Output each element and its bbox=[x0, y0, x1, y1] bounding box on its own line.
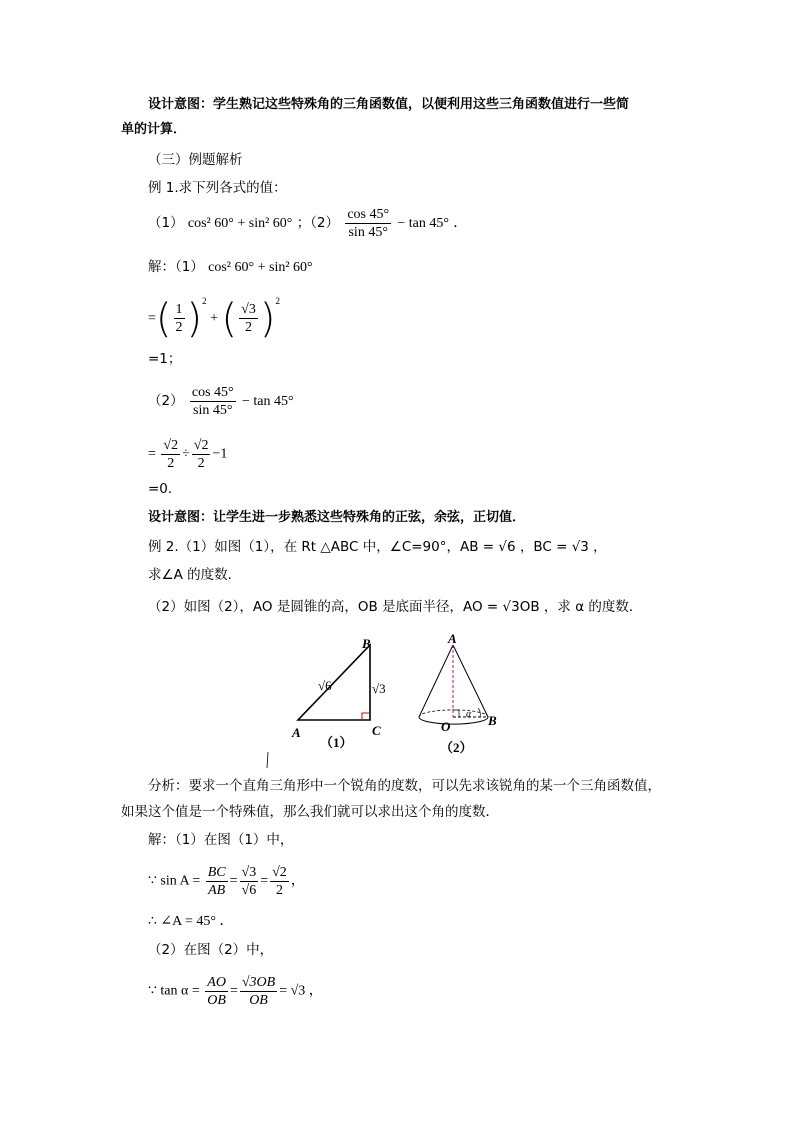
denominator: OB bbox=[207, 993, 226, 1008]
therefore-symbol: ∴ bbox=[148, 914, 157, 929]
fraction-numerator: cos 45° bbox=[191, 385, 234, 400]
stray-mark bbox=[267, 752, 268, 768]
figures bbox=[0, 628, 794, 788]
label-b: B bbox=[362, 636, 371, 651]
fraction-denominator: sin 45° bbox=[348, 225, 388, 240]
comma: ， bbox=[290, 873, 305, 889]
fraction-ao-ob bbox=[205, 974, 228, 1009]
numerator: √2 bbox=[163, 438, 179, 453]
numerator: 1 bbox=[175, 302, 183, 318]
exponent: 2 bbox=[202, 296, 207, 306]
side-bc-label: √3 bbox=[372, 681, 386, 696]
angle-a-result bbox=[148, 913, 233, 931]
solution-1-step: =( $\frac{1}{2}$ )$^2$ + ( $\frac{√3}{2}$ )$^2$ bbox=[148, 295, 280, 342]
cone-label-b: B bbox=[488, 713, 497, 728]
minus-tan45: − tan 45° bbox=[241, 394, 294, 409]
sin-a: sin A = bbox=[160, 873, 201, 889]
numerator: √3 bbox=[241, 302, 256, 318]
fraction-root3-root6 bbox=[240, 864, 259, 899]
figure-1-triangle bbox=[267, 636, 386, 768]
angle-alpha: α bbox=[466, 709, 472, 720]
numerator: AO bbox=[207, 975, 226, 990]
denominator: 2 bbox=[197, 456, 205, 471]
equals-sign: = bbox=[148, 446, 156, 462]
divide-sign: ÷ bbox=[182, 446, 190, 462]
plus-sign: + bbox=[210, 311, 219, 326]
solution-2-step bbox=[148, 437, 227, 472]
figure-2-caption: （2） bbox=[440, 740, 473, 755]
period: ． bbox=[453, 216, 468, 231]
equals-sign: = bbox=[229, 873, 238, 889]
analysis-line-1: 分析：要求一个直角三角形中一个锐角的度数，可以先求该锐角的某一个三角函数值， bbox=[148, 778, 661, 794]
example-2-part-1-question: 求∠A 的度数． bbox=[148, 567, 242, 583]
numerator: BC bbox=[207, 865, 226, 880]
because-symbol: ∵ bbox=[148, 983, 157, 999]
numerator: √3OB bbox=[241, 975, 276, 990]
label-c: C bbox=[372, 723, 381, 738]
fraction-root3ob-ob bbox=[240, 974, 277, 1009]
denominator: 2 bbox=[275, 883, 283, 898]
figure-2-cone bbox=[419, 631, 497, 755]
minus-one: −1 bbox=[212, 446, 228, 462]
example-2-part-1: 例 2.（1）如图（1），在 Rt △ABC 中，∠C=90°，AB = √6 ，BC = √3 ， bbox=[148, 539, 607, 555]
denominator: 2 bbox=[244, 320, 252, 336]
solution-label: 解：（1） bbox=[148, 259, 204, 275]
result-2: =0． bbox=[148, 481, 182, 497]
result-root3: = √3 ， bbox=[279, 983, 323, 999]
design-intent-2: 设计意图：让学生进一步熟悉这些特殊角的正弦，余弦，正切值． bbox=[148, 510, 526, 525]
side-ab-label: √6 bbox=[318, 678, 332, 693]
section-heading: （三）例题解析 bbox=[148, 152, 243, 168]
design-intent-1-cont: 单的计算． bbox=[121, 122, 187, 137]
fraction-denominator: sin 45° bbox=[193, 403, 233, 418]
solution-2-line bbox=[148, 384, 294, 419]
example-2-part-2: （2）如图（2），AO 是圆锥的高，OB 是底面半径，AO = √3OB ，求 α 的度数． bbox=[148, 599, 643, 615]
cone-label-o: O bbox=[441, 719, 451, 734]
tan-alpha-equation bbox=[148, 974, 323, 1009]
fraction-numerator: cos 45° bbox=[347, 207, 390, 222]
solution-1-expression: cos² 60° + sin² 60° bbox=[208, 260, 313, 275]
fraction-one-half bbox=[174, 301, 185, 336]
analysis-line-2: 如果这个值是一个特殊值，那么我们就可以求出这个角的度数． bbox=[121, 804, 499, 820]
solution-2-fraction bbox=[190, 384, 236, 419]
numerator: √2 bbox=[193, 438, 209, 453]
example-1-title: 例 1.求下列各式的值： bbox=[148, 180, 287, 196]
angle-a-value: ∠A = 45° ． bbox=[160, 914, 234, 929]
denominator: 2 bbox=[175, 320, 183, 336]
fraction-root2-half-a bbox=[161, 437, 180, 472]
problem-2-fraction bbox=[345, 206, 391, 241]
fraction-root3-half bbox=[239, 301, 258, 336]
solution-1-line bbox=[148, 258, 313, 277]
denominator: AB bbox=[208, 883, 226, 898]
sin-a-equation bbox=[148, 864, 305, 899]
numerator: √3 bbox=[241, 865, 257, 880]
because-symbol: ∵ bbox=[148, 873, 157, 889]
problem-1-expression: cos² 60° + sin² 60° bbox=[187, 216, 293, 231]
tan-alpha: tan α = bbox=[160, 983, 200, 999]
fraction-bc-ab bbox=[206, 864, 228, 899]
equals-sign: = bbox=[260, 873, 269, 889]
numerator: √2 bbox=[272, 865, 287, 880]
exponent: 2 bbox=[275, 296, 280, 306]
denominator: 2 bbox=[167, 456, 175, 471]
problem-2-label: ；（2） bbox=[296, 215, 340, 231]
result-1: =1； bbox=[148, 351, 182, 367]
figure-1-caption: （1） bbox=[320, 735, 353, 750]
solution-ex2-part2-label: （2）在图（2）中， bbox=[148, 942, 274, 958]
solution-2-label: （2） bbox=[148, 393, 184, 409]
label-a: A bbox=[292, 725, 301, 740]
problem-1-label: （1） bbox=[148, 215, 184, 231]
design-intent-1: 设计意图：学生熟记这些特殊角的三角函数值，以便利用这些三角函数值进行一些简 bbox=[148, 97, 630, 112]
minus-tan45: − tan 45° bbox=[397, 216, 449, 231]
fraction-root2-half-b bbox=[192, 437, 211, 472]
example-1-problems bbox=[148, 206, 467, 241]
fraction-root2-2 bbox=[270, 864, 289, 899]
denominator: √6 bbox=[241, 883, 257, 898]
denominator: OB bbox=[249, 993, 268, 1008]
equals-sign: = bbox=[148, 311, 156, 326]
solution-ex2-part1-label: 解：（1）在图（1）中， bbox=[148, 832, 294, 848]
cone-label-a: A bbox=[448, 631, 457, 646]
equals-sign: = bbox=[229, 983, 238, 999]
